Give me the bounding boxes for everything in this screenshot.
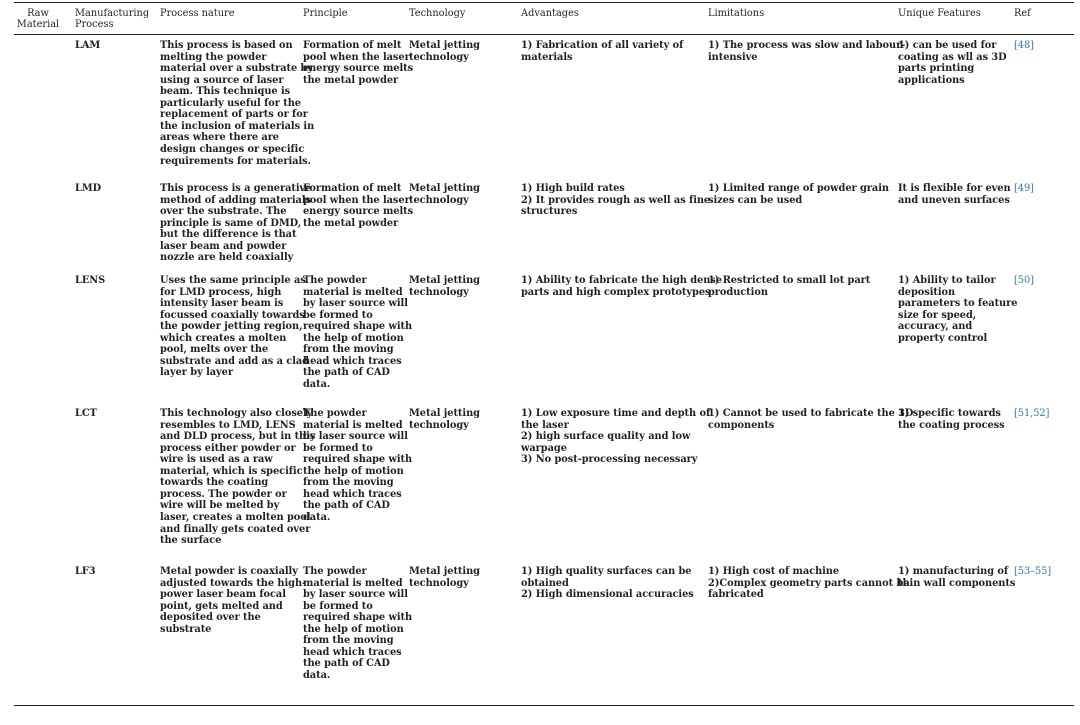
process-nature-cell-line: deposited over the: [160, 612, 261, 624]
process-nature-cell-line: This process is a generative: [160, 183, 312, 194]
ref-link[interactable]: [50]: [1014, 275, 1034, 286]
limitations-cell-line: 1) Cannot be used to fabricate the 3D: [708, 408, 914, 419]
principle-cell-line: data.: [303, 378, 331, 390]
process-nature-cell-line: nozzle are held coaxially: [160, 252, 294, 264]
process-nature-cell-line: substrate and add as a clad: [160, 355, 309, 367]
process-nature-cell-line: resembles to LMD, LENS: [160, 419, 296, 431]
unique-features-cell-line: 1) specific towards: [898, 408, 1001, 419]
header-technology: Technology: [409, 8, 466, 19]
process-cell: LAM: [75, 40, 101, 51]
unique-features-cell-line: 1) Ability to tailor: [898, 275, 996, 286]
principle-cell-line: be formed to: [303, 600, 373, 612]
limitations-cell-line: production: [708, 286, 768, 298]
process-nature-cell-line: design changes or specific: [160, 143, 305, 155]
principle-cell-line: The powder: [303, 408, 367, 419]
limitations-cell-line: 1) Restricted to small lot part: [708, 275, 871, 286]
principle-cell-line: material is melted: [303, 419, 403, 431]
principle-cell-line: head which traces: [303, 646, 402, 658]
process-nature-cell-line: using a source of laser: [160, 74, 284, 86]
header-manufacturing-process: Manufacturing Process: [75, 8, 150, 30]
technology-cell-line: technology: [409, 286, 469, 298]
process-nature-cell-line: substrate: [160, 623, 212, 635]
principle-cell-line: material is melted: [303, 577, 403, 589]
process-nature-cell-line: beam. This technique is: [160, 86, 291, 98]
unique-features-cell-line: size for speed,: [898, 309, 977, 321]
principle-cell-line: material is melted: [303, 286, 403, 298]
advantages-cell-line: 3) No post-processing necessary: [521, 454, 698, 466]
process-nature-cell-line: and finally gets coated over: [160, 523, 311, 535]
process-nature-cell-line: wire is used as a raw: [160, 454, 273, 466]
process-cell: LCT: [75, 408, 97, 419]
principle-cell-line: required shape with: [303, 612, 413, 624]
advantages-cell-line: 2) It provides rough as well as fine: [521, 194, 711, 206]
limitations-cell-line: 1) The process was slow and labour-: [708, 40, 906, 51]
principle-cell-line: energy source melts: [303, 206, 414, 218]
principle-cell-line: the help of motion: [303, 465, 404, 477]
process-nature-cell-line: wire will be melted by: [160, 500, 280, 512]
header-limitations: Limitations: [708, 8, 765, 19]
limitations-cell-line: components: [708, 419, 775, 431]
top-rule: [14, 2, 1074, 3]
header-advantages: Advantages: [521, 8, 579, 19]
principle-cell-line: data.: [303, 669, 331, 681]
process-nature-cell-line: power laser beam focal: [160, 589, 286, 601]
process-cell: LENS: [75, 275, 106, 286]
ref-link[interactable]: [51,52]: [1014, 408, 1050, 419]
advantages-cell-line: 2) High dimensional accuracies: [521, 589, 694, 601]
unique-features-cell-line: accuracy, and: [898, 321, 973, 333]
principle-cell-line: the metal powder: [303, 217, 399, 229]
advantages-cell-line: the laser: [521, 419, 569, 431]
limitations-cell-line: 1) High cost of machine: [708, 566, 840, 577]
principle-cell-line: the path of CAD: [303, 500, 390, 512]
process-nature-cell-line: for LMD process, high: [160, 286, 282, 298]
process-nature-cell-line: Metal powder is coaxially: [160, 566, 298, 577]
advantages-cell-line: obtained: [521, 577, 569, 589]
principle-cell-line: head which traces: [303, 488, 402, 500]
principle-cell-line: Formation of melt: [303, 40, 402, 51]
principle-cell-line: by laser source will: [303, 431, 408, 443]
process-nature-cell-line: method of adding materials: [160, 194, 311, 206]
process-nature-cell-line: and DLD process, but in this: [160, 431, 316, 443]
process-nature-cell-line: laser, creates a molten pool: [160, 511, 311, 523]
limitations-cell-line: 2)Complex geometry parts cannot be: [708, 577, 910, 589]
technology-cell-line: technology: [409, 51, 469, 63]
principle-cell-line: the help of motion: [303, 623, 404, 635]
unique-features-cell-line: deposition: [898, 286, 956, 298]
unique-features-cell-line: applications: [898, 74, 965, 86]
principle-cell-line: required shape with: [303, 321, 413, 333]
principle-cell-line: the path of CAD: [303, 367, 390, 379]
limitations-cell-line: intensive: [708, 51, 758, 63]
principle-cell-line: data.: [303, 511, 331, 523]
advantages-cell-line: structures: [521, 206, 578, 218]
process-nature-cell-line: This process is based on: [160, 40, 293, 51]
limitations-cell-line: 1) Limited range of powder grain: [708, 183, 889, 194]
advantages-cell-line: 1) Fabrication of all variety of: [521, 40, 684, 51]
bottom-rule: [14, 705, 1074, 706]
ref-link[interactable]: [53–55]: [1014, 566, 1052, 577]
process-nature-cell-line: material over a substrate by: [160, 63, 313, 75]
principle-cell-line: Formation of melt: [303, 183, 402, 194]
limitations-cell-line: sizes can be used: [708, 194, 803, 206]
principle-cell-line: pool when the laser: [303, 194, 410, 206]
advantages-cell-line: 1) High build rates: [521, 183, 625, 194]
process-nature-cell-line: process either powder or: [160, 442, 296, 454]
principle-cell-line: from the moving: [303, 344, 394, 356]
principle-cell-line: the path of CAD: [303, 658, 390, 670]
principle-cell-line: from the moving: [303, 477, 394, 489]
process-nature-cell-line: melting the powder: [160, 51, 267, 63]
header-rule: [14, 34, 1074, 35]
principle-cell-line: the help of motion: [303, 332, 404, 344]
principle-cell-line: from the moving: [303, 635, 394, 647]
principle-cell-line: be formed to: [303, 442, 373, 454]
unique-features-cell-line: 1) can be used for: [898, 40, 997, 51]
principle-cell-line: The powder: [303, 566, 367, 577]
advantages-cell-line: parts and high complex prototypes: [521, 286, 711, 298]
process-nature-cell-line: This technology also closely: [160, 408, 313, 419]
process-cell: LF3: [75, 566, 96, 577]
process-nature-cell-line: over the substrate. The: [160, 206, 287, 218]
principle-cell-line: required shape with: [303, 454, 413, 466]
process-nature-cell-line: areas where there are: [160, 132, 279, 144]
technology-cell-line: technology: [409, 194, 469, 206]
process-nature-cell-line: adjusted towards the high-: [160, 577, 307, 589]
unique-features-cell-line: the coating process: [898, 419, 1005, 431]
advantages-cell-line: materials: [521, 51, 573, 63]
technology-cell-line: Metal jetting: [409, 40, 480, 51]
header-ref: Ref: [1014, 8, 1031, 19]
principle-cell-line: energy source melts: [303, 63, 414, 75]
process-nature-cell-line: pool, melts over the: [160, 344, 269, 356]
principle-cell-line: head which traces: [303, 355, 402, 367]
principle-cell-line: pool when the laser: [303, 51, 410, 63]
process-nature-cell-line: towards the coating: [160, 477, 269, 489]
process-nature-cell-line: layer by layer: [160, 367, 233, 379]
advantages-cell-line: 1) Ability to fabricate the high dense: [521, 275, 722, 286]
process-nature-cell-line: point, gets melted and: [160, 600, 283, 612]
process-nature-cell-line: the powder jetting region,: [160, 321, 303, 333]
principle-cell-line: be formed to: [303, 309, 373, 321]
technology-cell-line: Metal jetting: [409, 183, 480, 194]
process-nature-cell-line: the inclusion of materials in: [160, 120, 315, 132]
technology-cell-line: Metal jetting: [409, 408, 480, 419]
process-nature-cell-line: the surface: [160, 535, 222, 547]
header-raw-material: Raw Material: [16, 8, 60, 30]
header-process-nature: Process nature: [160, 8, 235, 19]
technology-cell-line: Metal jetting: [409, 275, 480, 286]
unique-features-cell-line: parameters to feature: [898, 298, 1018, 310]
process-nature-cell-line: which creates a molten: [160, 332, 287, 344]
unique-features-cell-line: parts printing: [898, 63, 975, 75]
principle-cell-line: by laser source will: [303, 298, 408, 310]
unique-features-cell-line: coating as wll as 3D: [898, 51, 1007, 63]
header-unique-features: Unique Features: [898, 8, 981, 19]
process-nature-cell-line: intensity laser beam is: [160, 298, 284, 310]
process-nature-cell-line: replacement of parts or for: [160, 109, 308, 121]
advantages-cell-line: 1) High quality surfaces can be: [521, 566, 692, 577]
unique-features-cell-line: property control: [898, 332, 988, 344]
unique-features-cell-line: 1) manufacturing of: [898, 566, 1009, 577]
process-nature-cell-line: focussed coaxially towards: [160, 309, 305, 321]
process-nature-cell-line: laser beam and powder: [160, 240, 287, 252]
advantages-cell-line: 2) high surface quality and low: [521, 431, 691, 443]
limitations-cell-line: fabricated: [708, 589, 764, 601]
principle-cell-line: the metal powder: [303, 74, 399, 86]
process-cell: LMD: [75, 183, 102, 194]
principle-cell-line: The powder: [303, 275, 367, 286]
process-nature-cell-line: Uses the same principle as: [160, 275, 306, 286]
technology-cell-line: technology: [409, 419, 469, 431]
process-nature-cell-line: particularly useful for the: [160, 97, 301, 109]
ref-link[interactable]: [49]: [1014, 183, 1034, 194]
unique-features-cell-line: and uneven surfaces: [898, 194, 1010, 206]
technology-cell-line: Metal jetting: [409, 566, 480, 577]
advantages-cell-line: warpage: [521, 442, 567, 454]
advantages-cell-line: 1) Low exposure time and depth of: [521, 408, 711, 419]
unique-features-cell-line: thin wall components: [898, 577, 1016, 589]
process-nature-cell-line: principle is same of DMD,: [160, 217, 302, 229]
process-nature-cell-line: but the difference is that: [160, 229, 297, 241]
principle-cell-line: by laser source will: [303, 589, 408, 601]
process-nature-cell-line: requirements for materials.: [160, 155, 311, 167]
technology-cell-line: technology: [409, 577, 469, 589]
ref-link[interactable]: [48]: [1014, 40, 1034, 51]
process-nature-cell-line: process. The powder or: [160, 488, 287, 500]
header-principle: Principle: [303, 8, 348, 19]
unique-features-cell-line: It is flexible for even: [898, 183, 1011, 194]
process-nature-cell-line: material, which is specific: [160, 465, 303, 477]
